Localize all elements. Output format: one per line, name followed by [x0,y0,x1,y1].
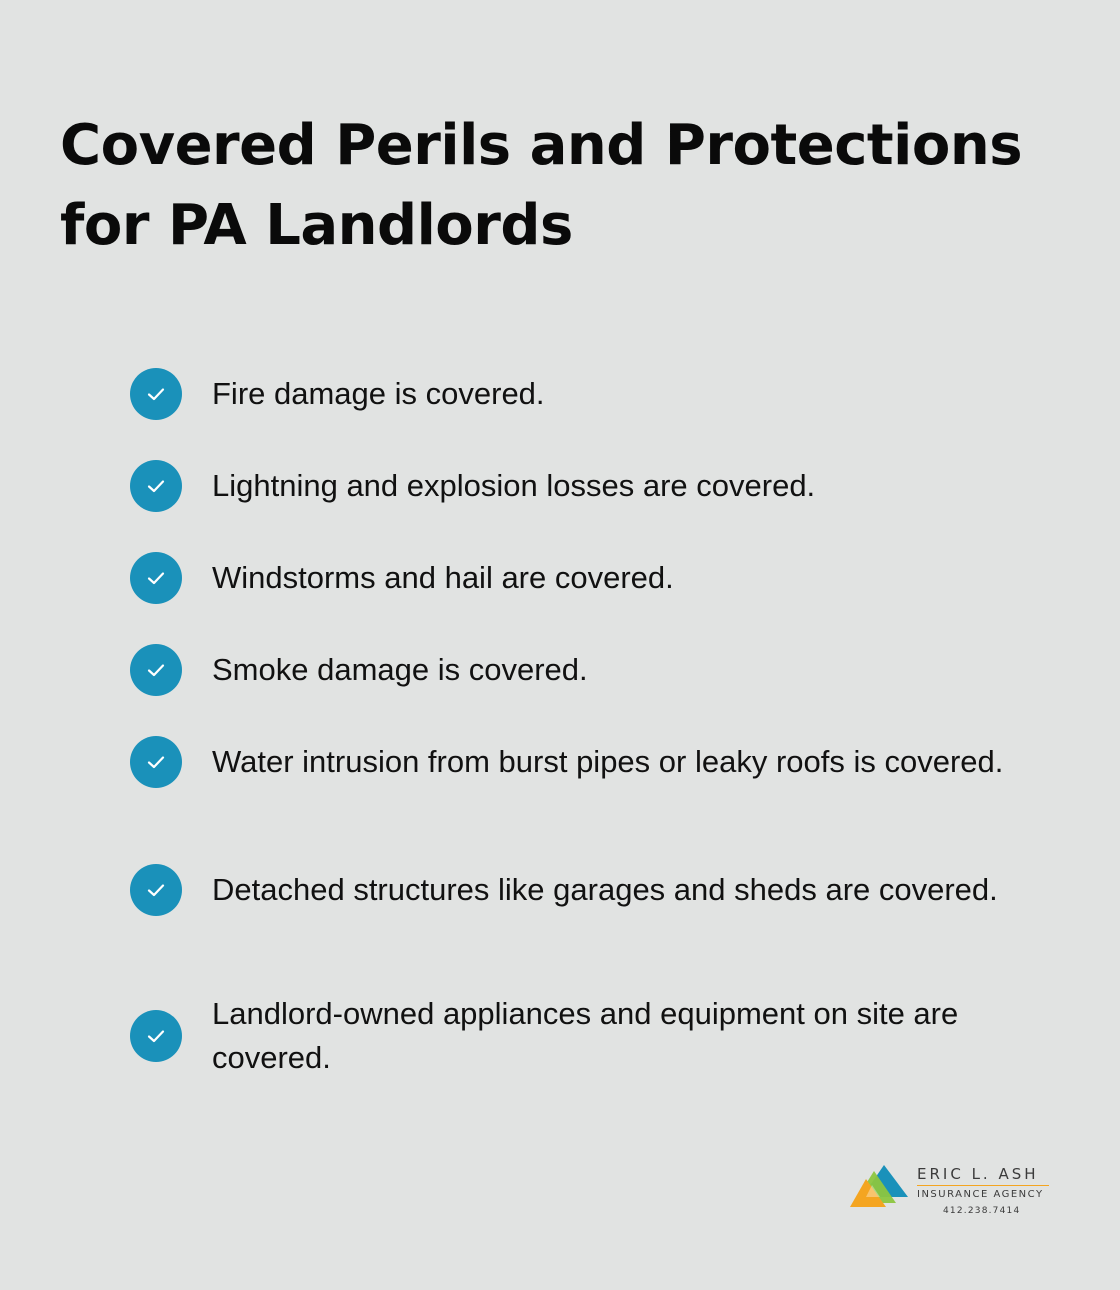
check-circle-icon [130,1010,182,1062]
agency-logo [850,1160,1055,1222]
list-item [130,644,1050,696]
list-item-text: Landlord-owned appliances and equipment on site are covered. [212,996,959,1075]
list-item [130,864,1050,916]
list-item-text: Detached structures like garages and sheds are covered. [212,872,998,907]
check-circle-icon [130,368,182,420]
logo-phone: 412.238.7414 [943,1206,1021,1216]
list-item [130,552,1050,604]
list-item [130,992,1050,1080]
list-item-text: Windstorms and hail are covered. [212,560,674,595]
list-item-text: Lightning and explosion losses are covered. [212,468,816,503]
check-circle-icon [130,460,182,512]
list-item [130,736,1050,788]
list-item-text: Fire damage is covered. [212,376,545,411]
list-item [130,368,1050,420]
page-title: Covered Perils and Protections for PA Landlords [60,113,1023,258]
list-item-text: Water intrusion from burst pipes or leaky roofs is covered. [212,744,1004,779]
logo-subtitle: INSURANCE AGENCY [917,1189,1044,1200]
mountain-logo-icon [850,1163,912,1207]
check-circle-icon [130,864,182,916]
logo-name: ERIC L. ASH [917,1165,1039,1183]
check-circle-icon [130,736,182,788]
list-item-text: Smoke damage is covered. [212,652,588,687]
check-circle-icon [130,552,182,604]
check-circle-icon [130,644,182,696]
list-item [130,460,1050,512]
logo-divider [917,1185,1049,1186]
